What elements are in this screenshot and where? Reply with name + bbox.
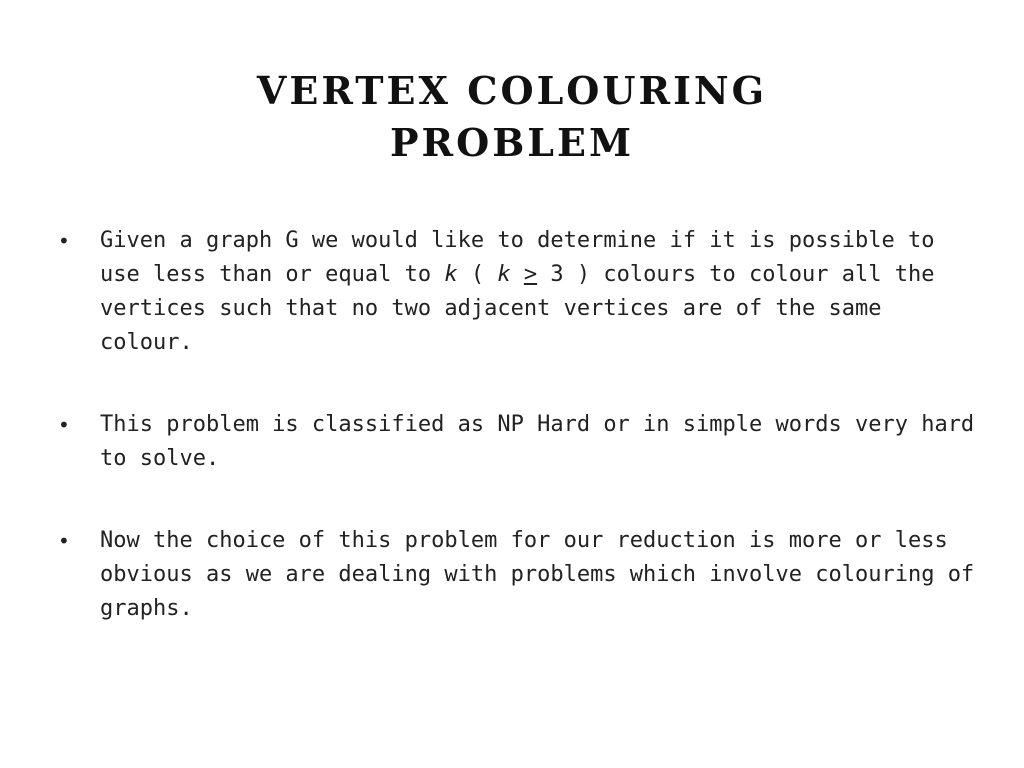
bullet-text: This problem is classified as NP Hard or in simple words very hard to solve. [100, 412, 975, 471]
bullet-item-graph-colouring [58, 224, 978, 360]
bullet-item-np-hard [58, 408, 978, 476]
paren-open: ( [457, 262, 498, 287]
bullet-list [58, 224, 978, 674]
bullet-icon: • [58, 529, 70, 553]
slide-title [0, 65, 1024, 169]
title-line-1: VERTEX COLOURING [256, 68, 768, 114]
space [511, 262, 524, 287]
bullet-item-reduction-choice [58, 524, 978, 626]
bullet-text: Now the choice of this problem for our reduction is more or less obvious as we are dealing with problems which involve colouring of graphs. [100, 528, 975, 621]
bullet-text-pre: Given a graph G we would like to determine if it is possible to use less than or equal to [100, 228, 935, 287]
bullet-icon: • [58, 229, 70, 253]
greater-or-equal-symbol: > [523, 262, 538, 287]
bullet-icon: • [58, 413, 70, 437]
math-variable-k: k [497, 262, 511, 287]
math-variable-k: k [444, 262, 458, 287]
bullet-text-post: 3 ) colours to colour all the vertices such that no two adjacent vertices are of the same colour. [100, 262, 935, 355]
title-line-2: PROBLEM [389, 120, 635, 166]
